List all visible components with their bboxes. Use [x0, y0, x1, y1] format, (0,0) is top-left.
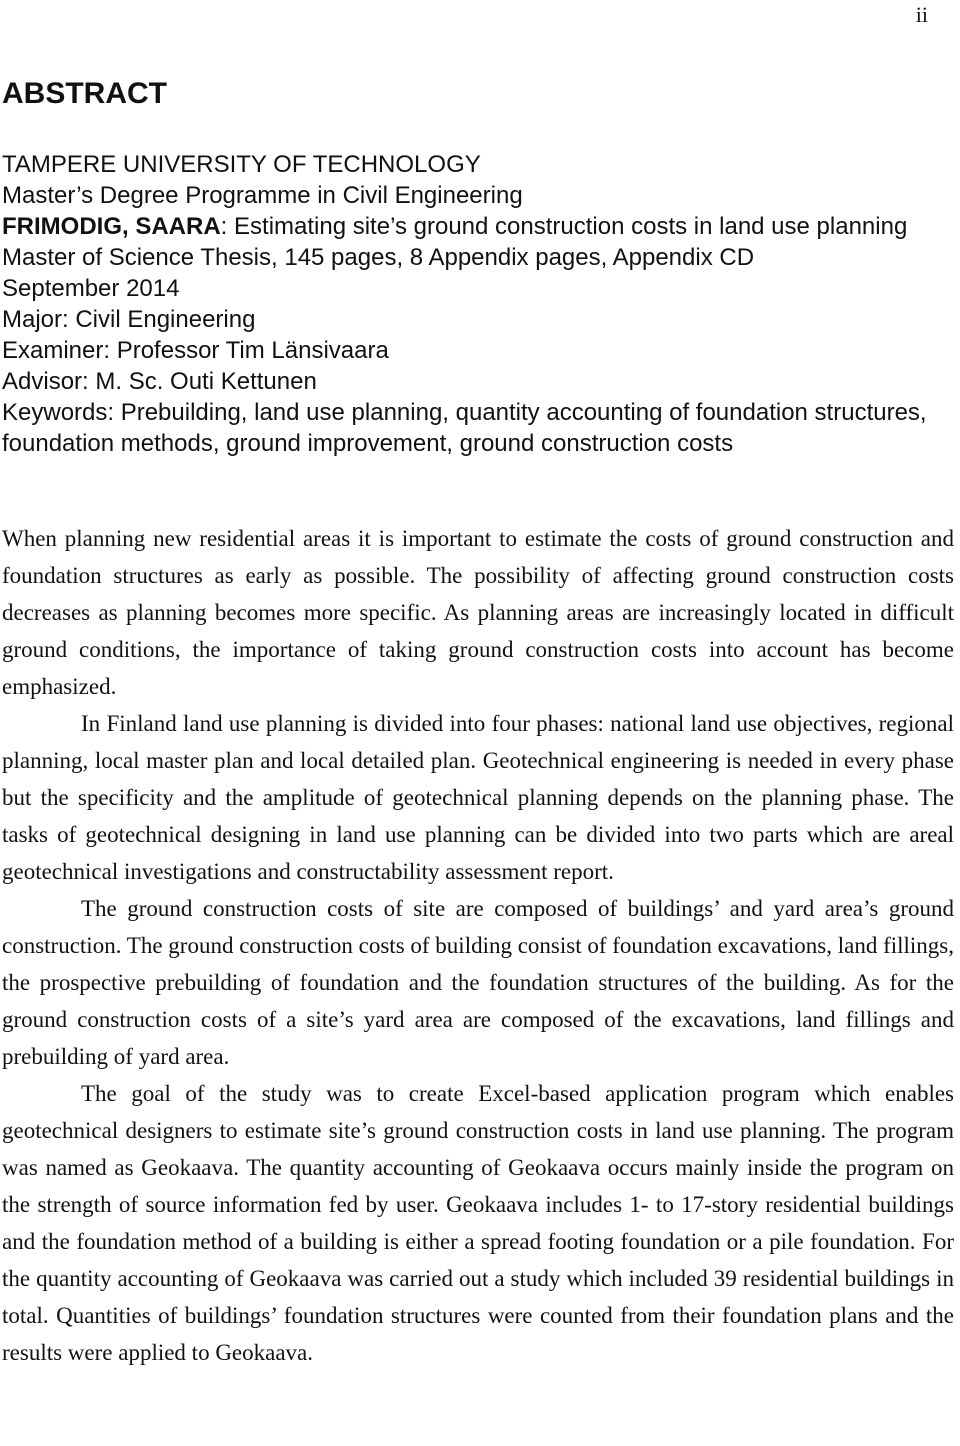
abstract-paragraph: In Finland land use planning is divided into four phases: national land use objectives, regional planning, local master plan and local detailed plan. Geotechnical engineering is needed in every phase but the specificity and the amplitude of geotechnical planning depends on the planning phase. The tasks of geotechnical designing in land use planning can be divided into two parts which are areal geotechnical investigations and constructability assessment report.: [2, 711, 954, 884]
examiner: Examiner: Professor Tim Länsivaara: [2, 337, 389, 364]
thesis-date: September 2014: [2, 275, 180, 302]
abstract-paragraph: The ground construction costs of site are composed of buildings’ and yard area’s ground construction. The ground construction costs of building consist of foundation excavations, land fillings, the prospective prebuilding of foundation and the foundation structures of the building. As for the ground construction costs of a site’s yard area are composed of the excavations, land fillings and prebuilding of yard area.: [2, 896, 955, 1069]
major: Major: Civil Engineering: [2, 306, 256, 333]
thesis-title: Estimating site’s ground construction costs in land use planning: [234, 213, 908, 240]
abstract-paragraph: The goal of the study was to create Excel-based application program which enables geotechnical designers to estimate site’s ground construction costs in land use planning. The program was named as Geokaava. The quantity accounting of Geokaava occurs mainly inside the program on the strength of source information fed by user. Geokaava includes 1- to 17-story residential buildings and the foundation method of a building is either a spread footing foundation or a pile foundation. For the quantity accounting of Geokaava was carried out a study which included 39 residential buildings in total. Quantities of buildings’ foundation structures were counted from their foundation plans and the results were applied to Geokaava.: [2, 1081, 954, 1365]
abstract-paragraph: When planning new residential areas it is important to estimate the costs of ground construction and foundation structures as early as possible. The possibility of affecting ground construction costs decreases as planning becomes more specific. As planning areas are increasingly located in difficult ground conditions, the importance of taking ground construction costs into account has become emphasized.: [2, 526, 954, 699]
author-name: FRIMODIG, SAARA: [2, 213, 221, 240]
page-number: ii: [915, 2, 928, 27]
keywords: Keywords: Prebuilding, land use planning, quantity accounting of foundation structures, foundation methods, ground improvement, ground construction costs: [2, 399, 927, 457]
abstract-body: [2, 520, 954, 1371]
advisor: Advisor: M. Sc. Outi Kettunen: [2, 368, 317, 395]
title-separator: :: [220, 213, 235, 240]
degree-programme: Master’s Degree Programme in Civil Engineering: [2, 182, 523, 209]
thesis-metadata: [2, 149, 954, 459]
university-name: TAMPERE UNIVERSITY OF TECHNOLOGY: [2, 151, 481, 178]
abstract-heading: ABSTRACT: [2, 77, 167, 110]
thesis-info: Master of Science Thesis, 145 pages, 8 Appendix pages, Appendix CD: [2, 244, 755, 271]
author-and-title: [2, 211, 954, 242]
